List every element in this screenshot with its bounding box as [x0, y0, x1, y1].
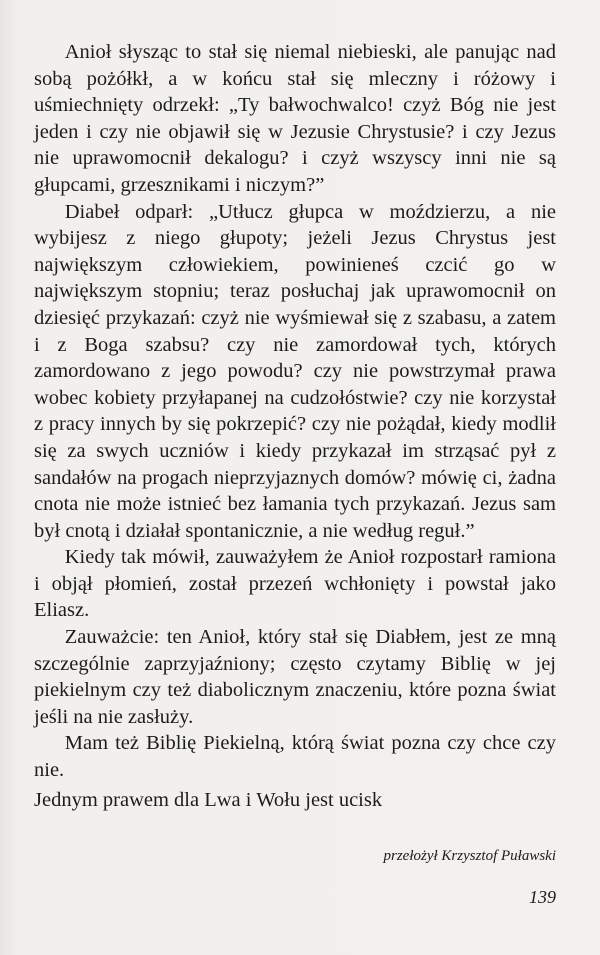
epigraph: Jednym prawem dla Lwa i Wołu jest ucisk: [34, 789, 383, 811]
translator-credit: przełożył Krzysztof Puławski: [383, 848, 556, 864]
paragraph-elijah: Kiedy tak mówił, zauważyłem że Anioł rozpostarł ramiona i objął płomień, został przezeń wchłonięty i powstał jako Eliasz.: [34, 546, 556, 622]
body-text: [34, 39, 556, 784]
paragraph-infernal-bible: Mam też Biblię Piekielną, którą świat pozna czy chce czy nie.: [34, 732, 556, 782]
paragraph-angel: Anioł słysząc to stał się niemal niebieski, ale panując nad sobą pożółkł, a w końcu stał się mleczny i różowy i uśmiechnięty odrzekł: „Ty bałwochwalco! czyż Bóg nie jest jeden i czy nie objawił się w Jezusie Chrystusie? i czy Jezus nie uprawomocnił dekalogu? i czyż wszyscy inni nie są głupcami, grzesznikami i niczym?”: [34, 41, 556, 196]
page-number: 139: [529, 887, 556, 907]
paragraph-devil: Diabeł odparł: „Utłucz głupca w moździerzu, a nie wybijesz z niego głupoty; jeżeli Jezus Chrystus jest największym człowiekiem, powinieneś czcić go w największym stopniu; teraz posłuchaj jak uprawomocnił on dziesięć przykazań: czyż nie wyśmiewał się z szabasu, a zatem i z Boga szabsu? czy nie zamordował tych, których zamordowano z jego powodu? czy nie powstrzymał prawa wobec kobiety przyłapanej na cudzołóstwie? czy nie korzystał z pracy innych by się pokrzepić? czy nie pożądał, kiedy modlił się za swych uczniów i kiedy przykazał im strząsać pył z sandałów na progach nieprzyjaznych domów? mówię ci, żadna cnota nie może istnieć bez łamania tych przykazań. Jezus sam był cnotą i działał spontanicznie, a nie według reguł.”: [34, 200, 556, 542]
paragraph-friendship: Zauważcie: ten Anioł, który stał się Diabłem, jest ze mną szczególnie zaprzyjaźniony; często czytamy Biblię w jej piekielnym czy też diabolicznym znaczeniu, które pozna świat jeśli na nie zasłuży.: [34, 626, 556, 728]
